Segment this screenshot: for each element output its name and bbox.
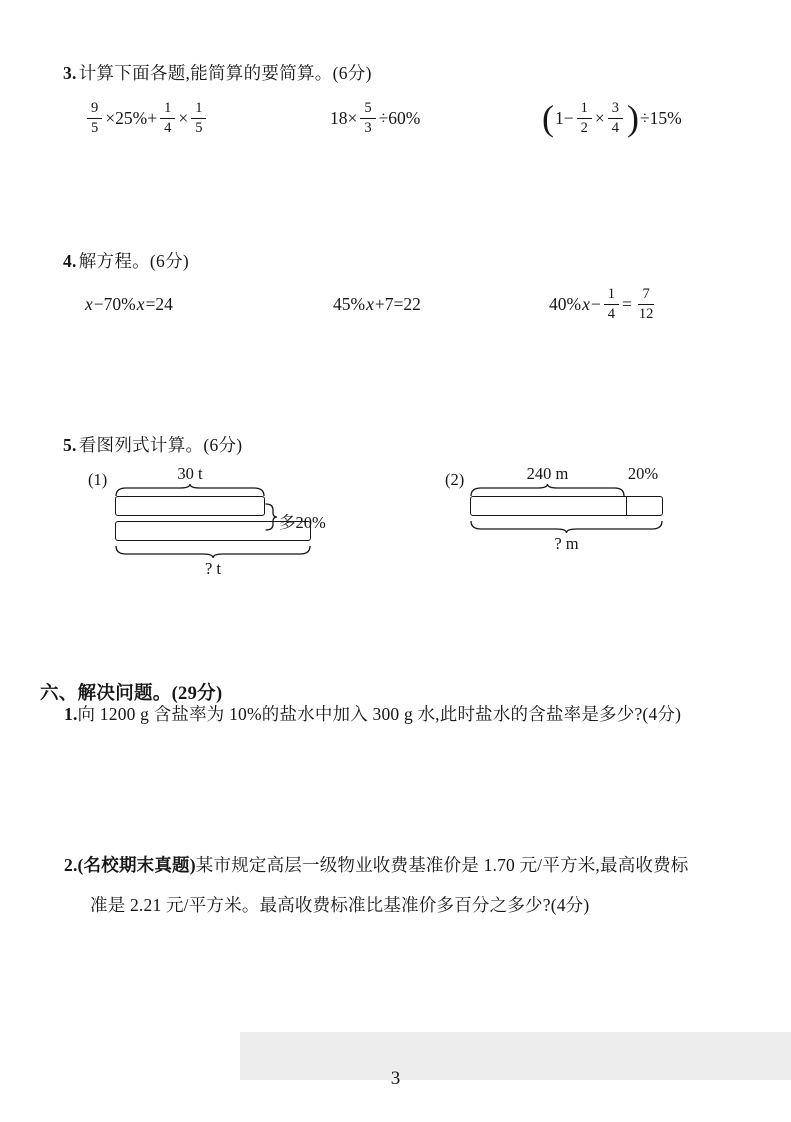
bar-diagram-2 — [445, 462, 705, 577]
operand: =24 — [145, 293, 173, 314]
diagram-2-bar — [470, 496, 663, 516]
fraction — [360, 99, 375, 136]
fraction-numerator: 1 — [577, 99, 592, 118]
equation-2 — [333, 281, 421, 327]
fraction-denominator: 4 — [607, 305, 615, 322]
operator: ÷15% — [640, 107, 682, 128]
question-3-title — [63, 60, 372, 85]
expression-1 — [84, 95, 209, 141]
section-6-header: 六、解决问题。(29分) — [40, 684, 223, 704]
question-4-text: 解方程。(6分) — [78, 251, 190, 271]
fraction-numerator: 3 — [608, 99, 623, 118]
operator: × — [178, 107, 189, 128]
diagram-1-top-bar — [115, 496, 265, 516]
fraction — [608, 99, 623, 136]
fraction — [87, 99, 102, 136]
problem-2 — [64, 845, 754, 925]
problem-2-line-1 — [64, 845, 754, 885]
right-parenthesis: ) — [627, 98, 639, 138]
equation-3 — [549, 281, 660, 327]
diagram-2-label: (2) — [445, 470, 465, 489]
diagram-2-left-value: 240 m — [526, 464, 569, 483]
variable-x: x — [136, 293, 145, 314]
fraction — [191, 99, 206, 136]
expression-3 — [541, 95, 682, 141]
operator: − — [590, 293, 601, 314]
question-5-number: 5. — [63, 435, 77, 455]
variable-x: x — [85, 293, 93, 314]
operand: 40% — [549, 293, 582, 314]
fraction-numerator: 1 — [191, 99, 206, 118]
fraction-denominator: 5 — [195, 119, 203, 136]
variable-x: x — [366, 293, 374, 314]
question-3-text: 计算下面各题,能简算的要简算。(6分) — [78, 63, 372, 83]
variable-x: x — [582, 293, 590, 314]
fraction-denominator: 12 — [638, 305, 654, 322]
problem-2-number: 2. — [64, 855, 78, 875]
bar-divider — [626, 496, 627, 515]
page-number: 3 — [390, 1068, 401, 1089]
fraction — [577, 99, 592, 136]
fraction-denominator: 4 — [164, 119, 172, 136]
diagram-1-top-value: 30 t — [177, 464, 203, 483]
fraction-denominator: 5 — [91, 119, 99, 136]
bar-diagram-1 — [88, 462, 338, 577]
fraction-numerator: 7 — [638, 285, 653, 304]
question-4-number: 4. — [63, 251, 77, 271]
problem-1-number: 1. — [64, 704, 78, 724]
fraction-denominator: 2 — [580, 119, 588, 136]
under-brace — [115, 546, 311, 558]
right-brace — [265, 503, 277, 531]
problem-1-text: 向 1200 g 含盐率为 10%的盐水中加入 300 g 水,此时盐水的含盐率是多少?(4分) — [77, 704, 682, 724]
diagram-1-label: (1) — [88, 470, 108, 489]
over-brace — [115, 484, 265, 496]
operator: ×25%+ — [105, 107, 158, 128]
problem-2-tag: (名校期末真题) — [77, 855, 196, 875]
question-3-number: 3. — [63, 63, 77, 83]
fraction-denominator: 3 — [364, 119, 372, 136]
question-4-title — [63, 248, 189, 273]
under-brace — [470, 521, 663, 533]
diagram-2-right-value: 20% — [627, 464, 659, 483]
problem-2-text-1: 某市规定高层一级物业收费基准价是 1.70 元/平方米,最高收费标 — [195, 855, 689, 875]
diagram-1-more-label: 多20% — [279, 513, 326, 532]
fraction-numerator: 5 — [360, 99, 375, 118]
equals-sign: = — [621, 293, 632, 314]
operator: ÷60% — [378, 107, 421, 128]
left-parenthesis: ( — [542, 98, 554, 138]
operand: +7=22 — [374, 293, 421, 314]
diagram-1-question-value: ? t — [204, 559, 222, 578]
fraction-numerator: 1 — [604, 285, 619, 304]
question-5-title — [63, 432, 242, 457]
over-brace — [470, 484, 625, 496]
fraction — [635, 285, 658, 322]
equation-1 — [84, 281, 173, 327]
fraction-denominator: 4 — [611, 119, 619, 136]
expression-2 — [330, 95, 420, 141]
question-5-text: 看图列式计算。(6分) — [78, 435, 243, 455]
operator: × — [594, 107, 605, 128]
operand: 45% — [333, 293, 366, 314]
fraction-numerator: 1 — [160, 99, 175, 118]
fraction — [604, 285, 619, 322]
fraction-numerator: 9 — [87, 99, 102, 118]
fraction — [160, 99, 175, 136]
operand: 18× — [330, 107, 358, 128]
operand: 1− — [555, 107, 574, 128]
problem-2-line-2: 准是 2.21 元/平方米。最高收费标准比基准价多百分之多少?(4分) — [90, 895, 590, 915]
diagram-2-question-value: ? m — [554, 534, 579, 553]
operator: −70% — [93, 293, 136, 314]
problem-1 — [64, 700, 764, 730]
